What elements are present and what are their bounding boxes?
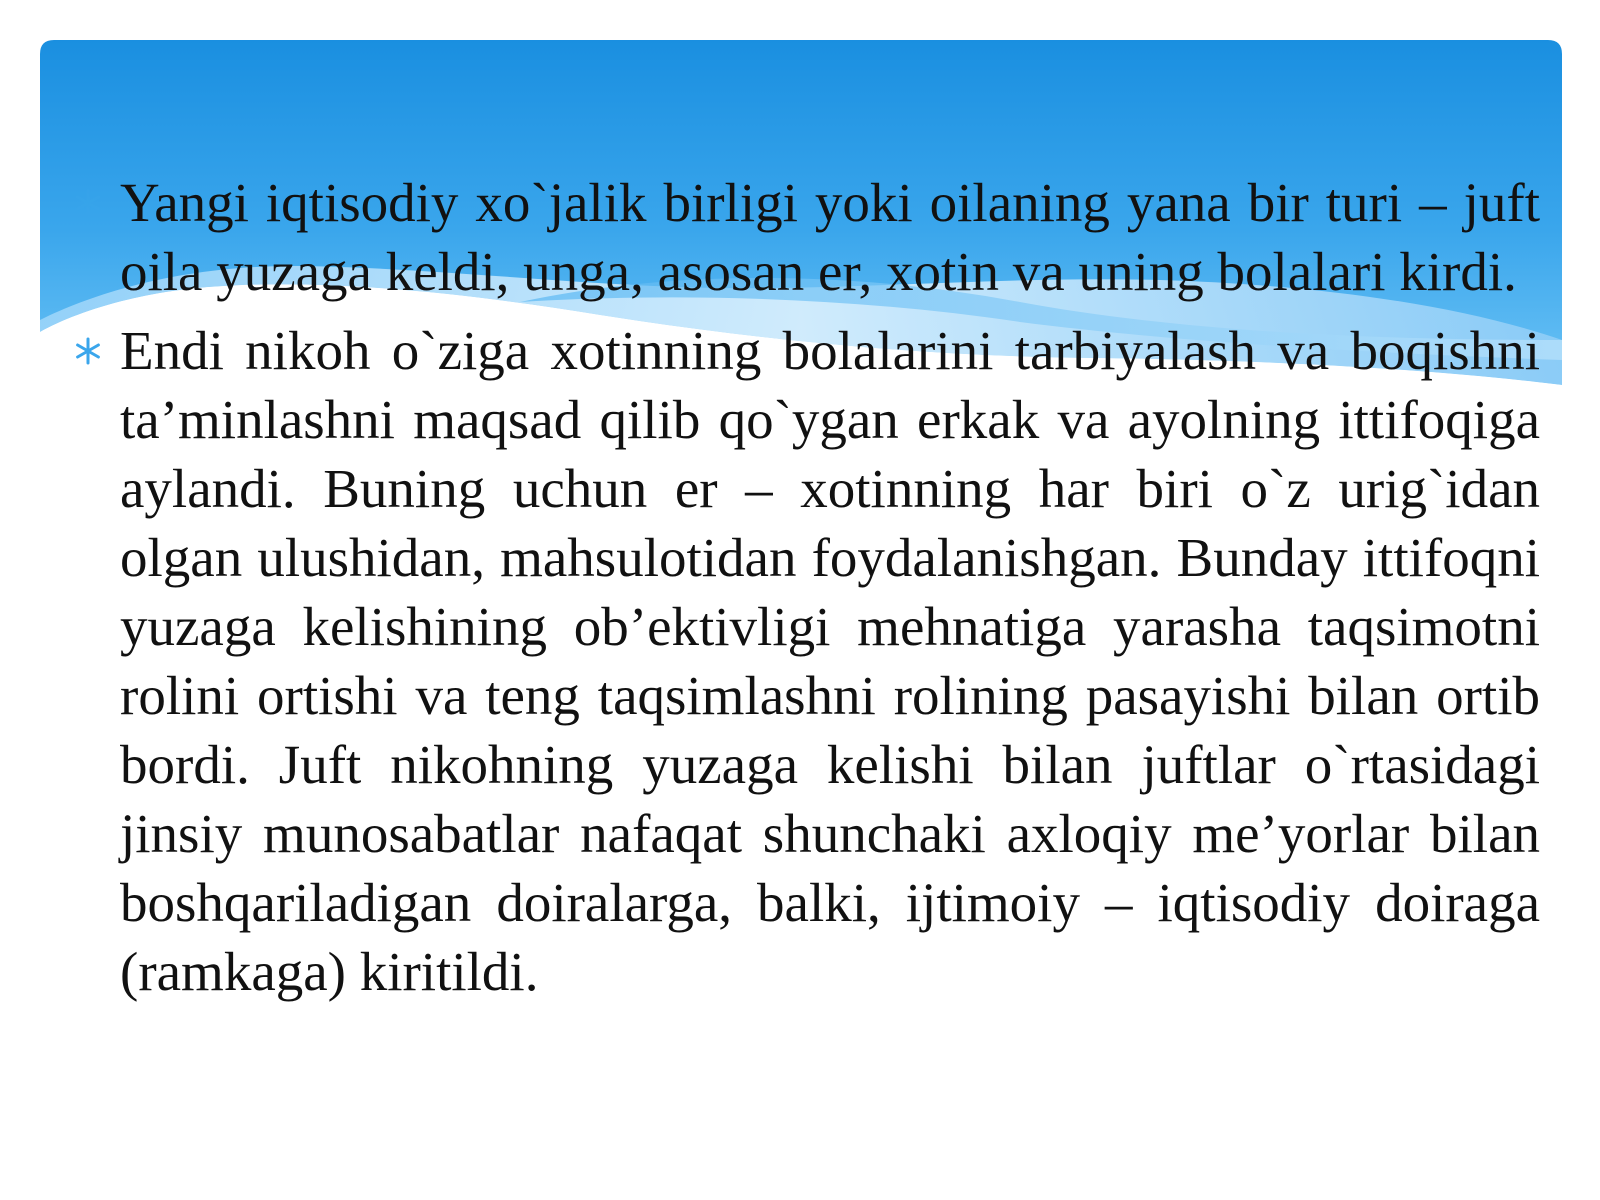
asterisk-icon — [70, 168, 106, 237]
bullet-paragraph-2 — [70, 316, 1540, 1006]
slide-body — [70, 168, 1540, 1006]
bullet-paragraph-1 — [70, 168, 1540, 306]
paragraph-text: Endi nikoh o`ziga xotinning bolalarini tarbiyalash va boqishni ta’minlashni maqsad qilib qo`ygan erkak va ayolning ittifoqiga aylandi. Buning uchun er – xotinning har biri o`z urig`idan olgan ulushidan, mahsulotidan foydalanishgan. Bunday ittifoqni yuzaga kelishining ob’ektivligi mehnatiga yarasha taqsimotni rolini ortishi va teng taqsimlashni rolining pasayishi bilan ortib bordi. Juft nikohning yuzaga kelishi bilan juftlar o`rtasidagi jinsiy munosabatlar nafaqat shunchaki axloqiy me’yorlar bilan boshqariladigan doiralarga, balki, ijtimoiy – iqtisodiy doiraga (ramkaga) kiritildi. — [120, 320, 1540, 1002]
paragraph-text: Yangi iqtisodiy xo`jalik birligi yoki oilaning yana bir turi – juft oila yuzaga keldi, unga, asosan er, xotin va uning bolalari kirdi. — [120, 172, 1540, 302]
asterisk-icon — [70, 316, 106, 385]
